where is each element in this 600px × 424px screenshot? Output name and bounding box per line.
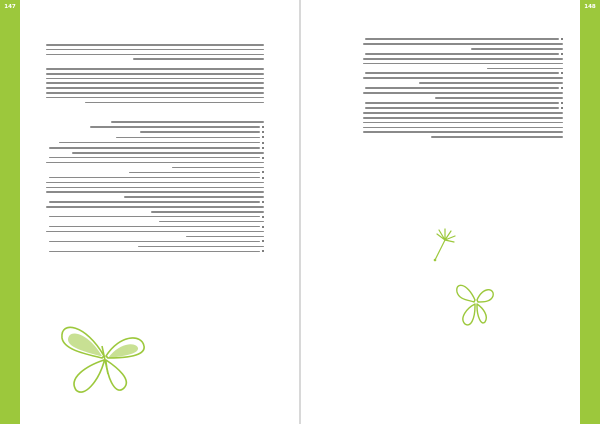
left-page: [0, 0, 299, 424]
bullet-item: [363, 102, 563, 104]
bullet-item: [46, 131, 264, 133]
bullet-item: [46, 201, 264, 203]
bullet-item: [46, 216, 264, 218]
bullet-item: [363, 38, 563, 40]
bullet-item: [46, 177, 264, 179]
bullet-item: [46, 142, 264, 144]
bullet-item: [363, 87, 563, 89]
bullet-item: [363, 53, 563, 55]
bullet-item: [46, 240, 264, 242]
small-butterfly-illustration: [453, 278, 497, 328]
bullet-list: [46, 126, 264, 252]
right-page: [301, 0, 600, 424]
left-color-band: [0, 0, 20, 424]
left-page-number: 147: [4, 4, 16, 10]
right-text-column: [363, 38, 563, 141]
intro-paragraph-2: [46, 68, 264, 103]
bullet-item: [46, 226, 264, 228]
intro-paragraph-1: [46, 44, 264, 60]
dandelion-seed-illustration: [427, 228, 457, 262]
left-text-column: [46, 44, 264, 256]
right-color-band: [580, 0, 600, 424]
bullet-item: [46, 250, 264, 252]
butterfly-illustration: [56, 316, 152, 400]
bullet-item: [363, 72, 563, 74]
bullet-item: [46, 126, 264, 128]
bullet-item: [46, 157, 264, 159]
bullet-item: [46, 147, 264, 149]
bullet-item: [363, 107, 563, 109]
right-page-number: 148: [584, 4, 596, 10]
section-heading: [46, 109, 264, 116]
section-lead: [111, 121, 264, 123]
bullet-item: [46, 171, 264, 173]
bullet-item: [46, 136, 264, 138]
